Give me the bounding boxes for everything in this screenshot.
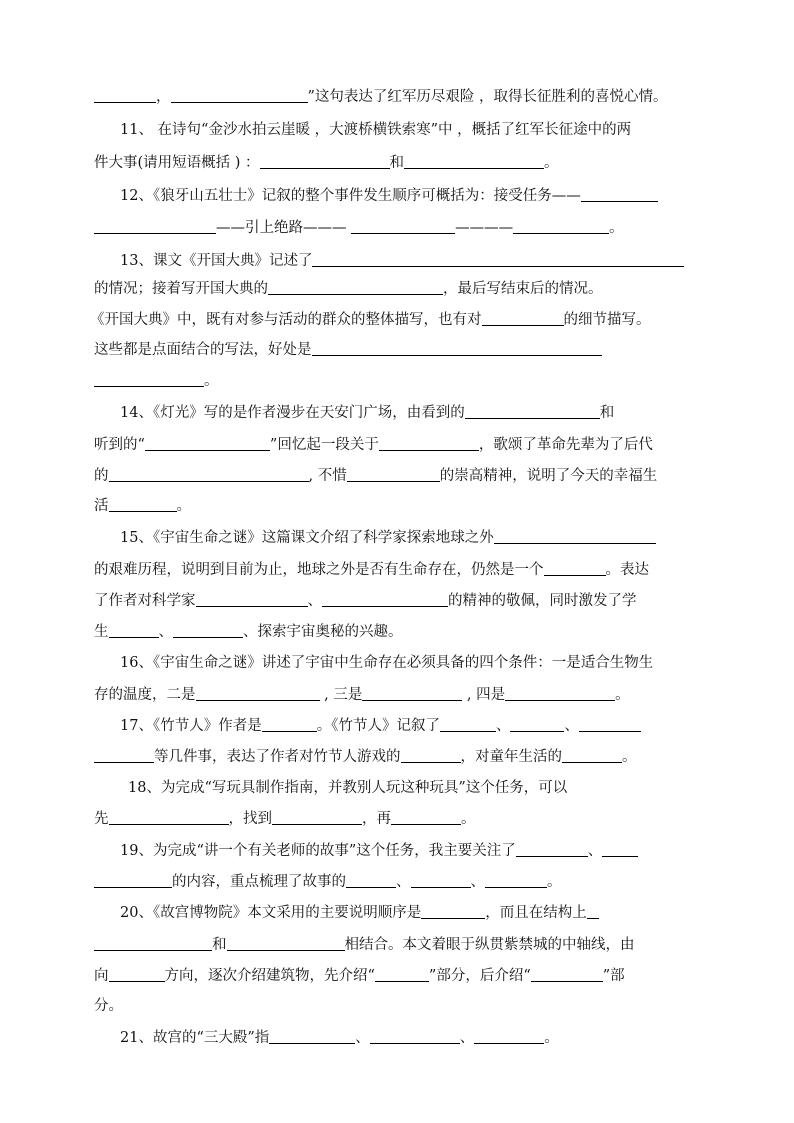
answer-blank[interactable] [94, 873, 172, 888]
answer-blank[interactable] [227, 936, 345, 951]
answer-blank[interactable] [516, 842, 588, 857]
answer-blank[interactable] [109, 623, 159, 638]
line-26: 的内容，重点梳理了故事的 、 、 。 [94, 873, 562, 891]
line-13: 的 , 不惜 的崇高精神，说明了今天的幸福生 [94, 468, 658, 484]
answer-blank[interactable] [465, 404, 600, 419]
answer-blank[interactable] [312, 341, 602, 356]
line-12: 听到的“ ”回忆起一段关于 ，歌颂了革命先辈为了后代 [94, 437, 653, 453]
answer-blank[interactable] [579, 717, 641, 732]
line-24: 先 ，找到 ，再 。 [94, 811, 476, 827]
answer-blank[interactable] [474, 1029, 544, 1044]
line-29: 向 方向，逐次介绍建筑物，先介绍“ ”部分，后介绍“ ”部 [94, 968, 625, 984]
answer-blank[interactable] [109, 967, 165, 982]
answer-blank[interactable] [262, 717, 317, 732]
answer-blank[interactable] [379, 436, 479, 451]
answer-blank[interactable] [196, 592, 308, 607]
line-31: 21、故宫的“三大殿”指 、 、 。 [120, 1030, 559, 1046]
answer-blank[interactable] [401, 748, 461, 763]
line-17: 了作者对科学家 、 的精神的敬佩，同时激发了学 [94, 593, 637, 609]
line-4: 12、《狼牙山五壮士》记叙的整个事件发生顺序可概括为：接受任务—— [120, 187, 658, 205]
line-11: 14、《灯光》写的是作者漫步在天安门广场，由看到的 和 [120, 405, 615, 421]
answer-blank[interactable] [94, 748, 154, 763]
answer-blank[interactable] [370, 1029, 460, 1044]
answer-blank[interactable] [482, 311, 564, 326]
line-15: 15、《宇宙生命之谜》这篇课文介绍了科学家探索地球之外 [120, 529, 656, 547]
answer-blank[interactable] [94, 936, 212, 951]
line-19: 16、《宇宙生命之谜》讲述了宇宙中生命存在必须具备的四个条件：一是适合生物生 [120, 655, 654, 671]
answer-blank[interactable] [544, 561, 606, 576]
line-6: 13、课文《开国大典》记述了 [120, 252, 684, 270]
answer-blank[interactable] [351, 219, 455, 234]
answer-blank[interactable] [602, 842, 638, 857]
answer-blank[interactable] [421, 904, 485, 919]
answer-blank[interactable] [587, 904, 599, 919]
answer-blank[interactable] [562, 748, 622, 763]
answer-blank[interactable] [391, 810, 461, 825]
answer-blank[interactable] [171, 88, 308, 103]
answer-blank[interactable] [375, 967, 429, 982]
line-28: 和 相结合。本文着眼于纵贯紫禁城的中轴线，由 [94, 936, 635, 954]
answer-blank[interactable] [94, 88, 156, 103]
answer-blank[interactable] [272, 810, 362, 825]
line-25: 19、为完成“讲一个有关老师的故事”这个任务，我主要关注了 、 [120, 842, 638, 860]
answer-blank[interactable] [485, 873, 547, 888]
line-23: 18、为完成“写玩具制作指南，并教别人玩这种玩具”这个任务，可以 [128, 780, 568, 796]
answer-blank[interactable] [440, 717, 496, 732]
line-22: 等几件事，表达了作者对竹节人游戏的 ，对童年生活的 。 [94, 748, 637, 766]
line-27: 20、《故宫博物院》本文采用的主要说明顺序是 ，而且在结构上 [120, 904, 599, 922]
line-9: 这些都是点面结合的写法，好处是 [94, 341, 602, 359]
line-5: ——引上绝路——— ———— 。 [94, 219, 624, 237]
line-7: 的情况；接着写开国大典的 ，最后写结束后的情况。 [94, 281, 603, 297]
line-3: 件大事(请用短语概括 ) ： 和 。 [94, 155, 559, 171]
answer-blank[interactable] [362, 686, 462, 701]
answer-blank[interactable] [109, 467, 309, 482]
answer-blank[interactable] [109, 497, 177, 512]
line-20: 存的温度，二是 , 三是 , 四是 。 [94, 687, 630, 703]
answer-blank[interactable] [94, 219, 216, 234]
answer-blank[interactable] [109, 810, 229, 825]
line-10: 。 [94, 372, 219, 390]
line-16: 的艰难历程，说明到目前为止，地球之外是否有生命存在，仍然是一个 。表达 [94, 562, 649, 578]
answer-blank[interactable] [510, 717, 564, 732]
answer-blank[interactable] [346, 873, 396, 888]
line-18: 生 、 、探索宇宙奥秘的兴趣。 [94, 624, 403, 640]
answer-blank[interactable] [347, 467, 440, 482]
line-14: 活 。 [94, 498, 191, 514]
line-21: 17、《竹节人》作者是 。《竹节人》记叙了 、 、 [120, 717, 641, 735]
line-1: ， ”这句表达了红军历尽艰险 ，取得长征胜利的喜悦心情。 [94, 88, 668, 106]
line-30: 分。 [94, 998, 123, 1014]
answer-blank[interactable] [269, 1029, 355, 1044]
answer-blank[interactable] [494, 529, 656, 544]
answer-blank[interactable] [145, 436, 270, 451]
answer-blank[interactable] [260, 154, 390, 169]
answer-blank[interactable] [581, 187, 658, 202]
answer-blank[interactable] [322, 592, 448, 607]
answer-blank[interactable] [404, 154, 544, 169]
answer-blank[interactable] [196, 686, 320, 701]
line-8: 《开国大典》中，既有对参与活动的群众的整体描写，也有对 的细节描写。 [90, 312, 651, 328]
answer-blank[interactable] [505, 686, 615, 701]
answer-blank[interactable] [268, 280, 443, 295]
answer-blank[interactable] [173, 623, 243, 638]
answer-blank[interactable] [513, 219, 609, 234]
answer-blank[interactable] [312, 252, 684, 267]
answer-blank[interactable] [94, 372, 204, 387]
answer-blank[interactable] [411, 873, 471, 888]
line-2: 11、 在诗句“金沙水拍云崖暖 ，大渡桥横铁索寒”中 ，概括了红军长征途中的两 [120, 122, 632, 138]
answer-blank[interactable] [531, 967, 603, 982]
